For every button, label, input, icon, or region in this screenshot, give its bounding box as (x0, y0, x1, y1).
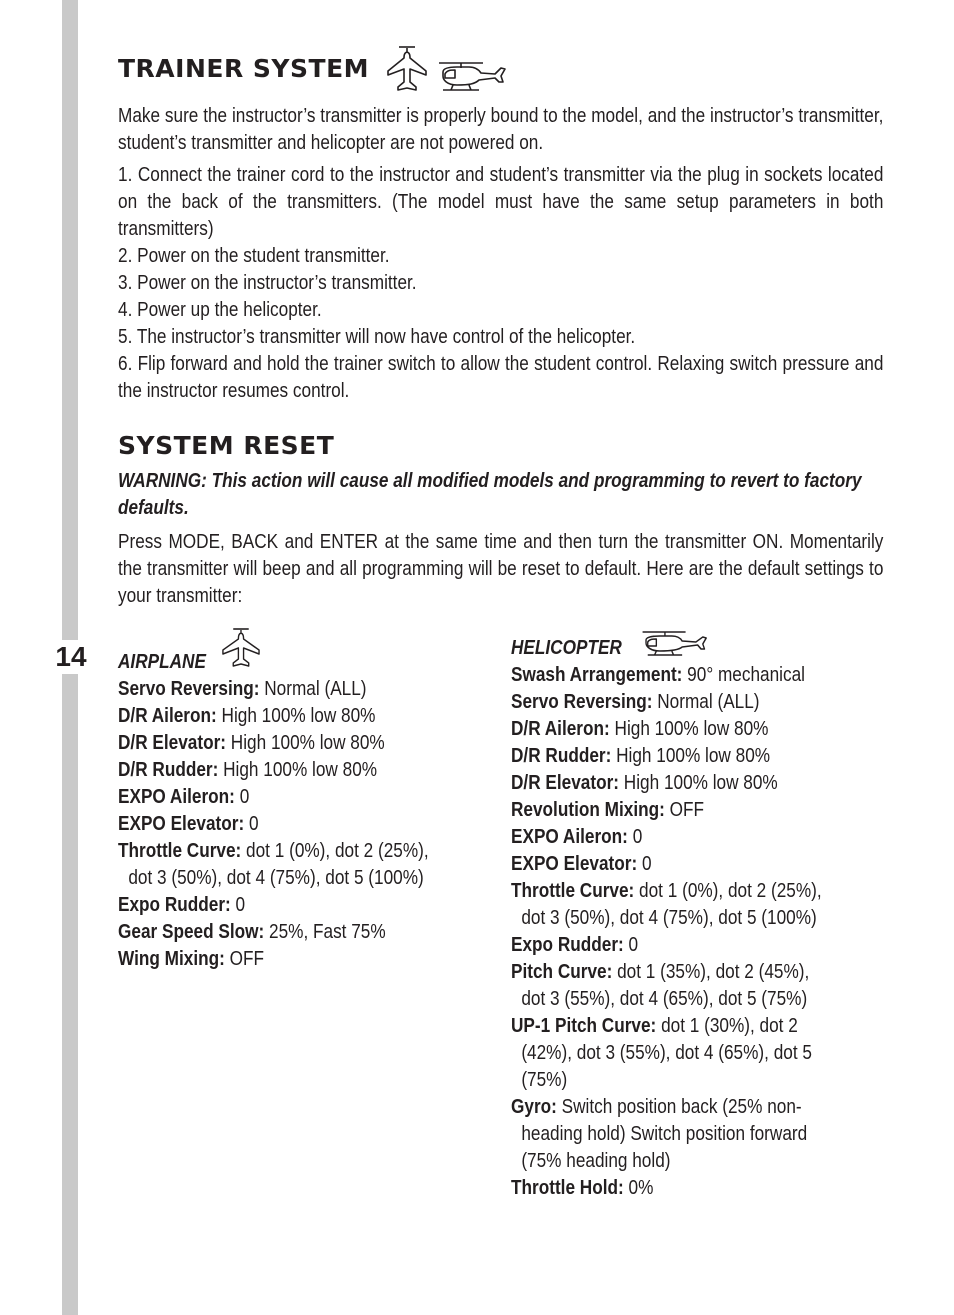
helicopter-row-4: D/R Rudder: High 100% low 80% (511, 745, 771, 767)
reset-heading: SYSTEM RESET (118, 431, 335, 460)
helicopter-row-12-cont-1: (42%), dot 3 (55%), dot 4 (65%), dot 5 (521, 1042, 812, 1064)
airplane-row-8: Expo Rudder: 0 (118, 894, 246, 916)
helicopter-row-9: Throttle Curve: dot 1 (0%), dot 2 (25%), (511, 880, 822, 902)
helicopter-row-13: Gyro: Switch position back (25% non- (511, 1096, 802, 1118)
airplane-row-2: D/R Aileron: High 100% low 80% (118, 705, 376, 727)
helicopter-row-7: EXPO Aileron: 0 (511, 826, 643, 848)
helicopter-defaults (511, 632, 889, 1202)
airplane-icon (220, 626, 263, 670)
helicopter-row-12-cont-2: (75%) (521, 1069, 568, 1091)
airplane-row-7: Throttle Curve: dot 1 (0%), dot 2 (25%), (118, 840, 429, 862)
helicopter-row-11-cont: dot 3 (55%), dot 4 (65%), dot 5 (75%) (521, 988, 808, 1010)
trainer-heading-row (118, 44, 509, 94)
helicopter-heading: HELICOPTER (511, 637, 622, 659)
helicopter-row-2: Servo Reversing: Normal (ALL) (511, 691, 760, 713)
airplane-row-3: D/R Elevator: High 100% low 80% (118, 732, 385, 754)
trainer-step-1: 1. Connect the trainer cord to the instructor and student’s transmitter via the plug in sockets located on the back of the transmitters. (The model must have the same setup parameters in both transmitters) (118, 164, 884, 240)
airplane-heading-row (118, 632, 496, 676)
airplane-heading: AIRPLANE (118, 651, 206, 673)
trainer-step-6: 6. Flip forward and hold the trainer switch to allow the student control. Relaxing switch pressure and the instructor resumes control. (118, 353, 884, 402)
airplane-row-4: D/R Rudder: High 100% low 80% (118, 759, 378, 781)
page-number: 14 (52, 640, 90, 674)
helicopter-row-5: D/R Elevator: High 100% low 80% (511, 772, 778, 794)
airplane-row-10: Wing Mixing: OFF (118, 948, 265, 970)
helicopter-row-1: Swash Arrangement: 90° mechanical (511, 664, 805, 686)
trainer-step-3: 3. Power on the instructor’s transmitter. (118, 272, 417, 294)
helicopter-row-11: Pitch Curve: dot 1 (35%), dot 2 (45%), (511, 961, 810, 983)
helicopter-heading-row (511, 632, 889, 662)
trainer-steps (118, 162, 883, 405)
trainer-step-4: 4. Power up the helicopter. (118, 299, 322, 321)
helicopter-row-13-cont-2: (75% heading hold) (521, 1150, 671, 1172)
trainer-heading: TRAINER SYSTEM (118, 54, 370, 83)
airplane-row-7-cont: dot 3 (50%), dot 4 (75%), dot 5 (100%) (128, 867, 424, 889)
reset-body: Press MODE, BACK and ENTER at the same time and then turn the transmitter ON. Momentarily the transmitter will beep and all programming will be reset to default. Here are the default settings to your transmitter: (118, 531, 884, 607)
airplane-row-1: Servo Reversing: Normal (ALL) (118, 678, 367, 700)
helicopter-row-10: Expo Rudder: 0 (511, 934, 639, 956)
helicopter-icon (639, 628, 711, 658)
helicopter-row-12: UP-1 Pitch Curve: dot 1 (30%), dot 2 (511, 1015, 798, 1037)
airplane-icon (385, 44, 429, 94)
airplane-defaults (118, 632, 496, 973)
trainer-step-5: 5. The instructor’s transmitter will now have control of the helicopter. (118, 326, 636, 348)
reset-warning: WARNING: This action will cause all modified models and programming to revert to factory defaults. (118, 470, 862, 519)
airplane-row-6: EXPO Elevator: 0 (118, 813, 259, 835)
airplane-row-5: EXPO Aileron: 0 (118, 786, 250, 808)
helicopter-row-9-cont: dot 3 (50%), dot 4 (75%), dot 5 (100%) (521, 907, 817, 929)
airplane-row-9: Gear Speed Slow: 25%, Fast 75% (118, 921, 386, 943)
helicopter-row-13-cont-1: heading hold) Switch position forward (521, 1123, 808, 1145)
trainer-intro: Make sure the instructor’s transmitter is properly bound to the model, and the instructor’s transmitter, student’s transmitter and helicopter are not powered on. (118, 105, 884, 154)
helicopter-row-14: Throttle Hold: 0% (511, 1177, 654, 1199)
helicopter-row-6: Revolution Mixing: OFF (511, 799, 705, 821)
helicopter-icon (435, 58, 509, 94)
helicopter-row-8: EXPO Elevator: 0 (511, 853, 652, 875)
helicopter-row-3: D/R Aileron: High 100% low 80% (511, 718, 769, 740)
trainer-step-2: 2. Power on the student transmitter. (118, 245, 390, 267)
